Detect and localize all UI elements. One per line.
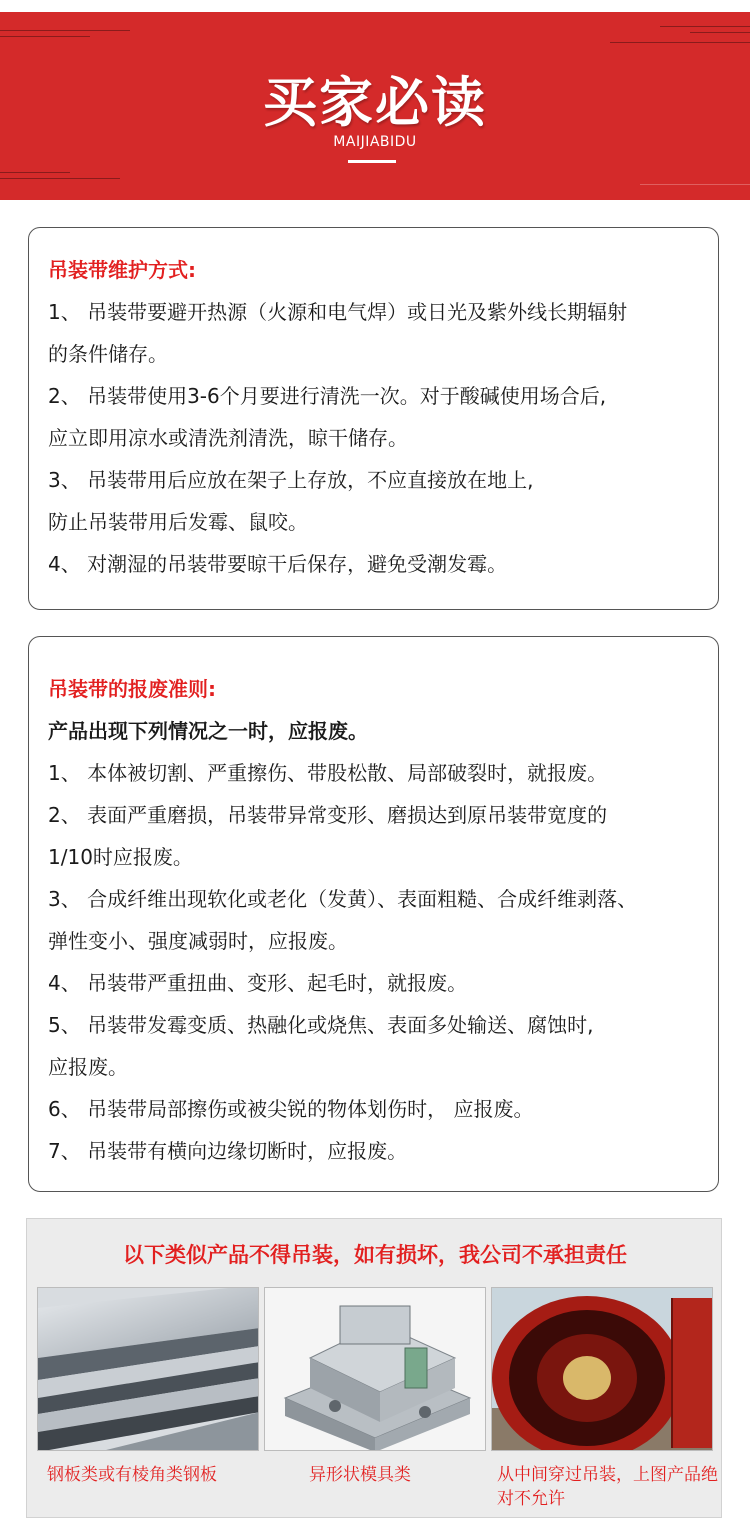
steel-tube-caption: 从中间穿过吊装，上图产品绝对不允许	[497, 1465, 718, 1509]
header-banner	[0, 12, 750, 200]
maintenance-line: 1、 吊装带要避开热源（火源和电气焊）或日光及紫外线长期辐射	[48, 300, 628, 324]
scrap-intro: 产品出现下列情况之一时，应报废。	[48, 719, 368, 743]
maintenance-line: 防止吊装带用后发霉、鼠咬。	[48, 510, 308, 534]
title-underline	[348, 160, 396, 163]
scrap-line: 6、 吊装带局部擦伤或被尖锐的物体划伤时， 应报废。	[48, 1097, 534, 1121]
prohibited-items-panel	[26, 1218, 722, 1518]
maintenance-line: 4、 对潮湿的吊装带要晾干后保存，避免受潮发霉。	[48, 552, 508, 576]
banner-decor-line	[660, 26, 750, 27]
page-title: 买家必读	[263, 71, 487, 134]
mold-photo	[264, 1287, 486, 1451]
prohibited-title: 以下类似产品不得吊装，如有损坏，我公司不承担责任	[123, 1243, 627, 1267]
steel-tube-photo	[491, 1287, 713, 1451]
scrap-line: 1/10时应报废。	[48, 845, 193, 869]
scrap-heading: 吊装带的报废准则:	[48, 677, 216, 701]
maintenance-line: 3、 吊装带用后应放在架子上存放，不应直接放在地上,	[48, 468, 534, 492]
banner-decor-line	[0, 178, 120, 179]
mold-caption: 异形状模具类	[309, 1465, 411, 1485]
scrap-line: 5、 吊装带发霉变质、热融化或烧焦、表面多处输送、腐蚀时,	[48, 1013, 594, 1037]
steel-plates-photo	[37, 1287, 259, 1451]
maintenance-card	[28, 227, 719, 610]
maintenance-line: 应立即用凉水或清洗剂清洗，晾干储存。	[48, 426, 408, 450]
page-subtitle: MAIJIABIDU	[333, 134, 417, 150]
scrap-line: 应报废。	[48, 1055, 128, 1079]
scrap-line: 3、 合成纤维出现软化或老化（发黄）、表面粗糙、合成纤维剥落、	[48, 887, 638, 911]
banner-decor-line	[0, 30, 130, 31]
banner-decor-line	[610, 42, 750, 43]
scrap-line: 1、 本体被切割、严重擦伤、带股松散、局部破裂时，就报废。	[48, 761, 608, 785]
maintenance-heading: 吊装带维护方式:	[48, 258, 196, 282]
banner-decor-line	[690, 32, 750, 33]
scrap-line: 4、 吊装带严重扭曲、变形、起毛时，就报废。	[48, 971, 468, 995]
maintenance-line: 的条件储存。	[48, 342, 168, 366]
maintenance-line: 2、 吊装带使用3-6个月要进行清洗一次。对于酸碱使用场合后,	[48, 384, 607, 408]
banner-decor-line	[0, 36, 90, 37]
banner-decor-line	[640, 184, 750, 185]
scrap-line: 弹性变小、强度减弱时，应报废。	[48, 929, 348, 953]
scrap-line: 2、 表面严重磨损，吊装带异常变形、磨损达到原吊装带宽度的	[48, 803, 608, 827]
scrap-line: 7、 吊装带有横向边缘切断时，应报废。	[48, 1139, 408, 1163]
scrap-criteria-card	[28, 636, 719, 1192]
banner-decor-line	[0, 172, 70, 173]
steel-plates-caption: 钢板类或有棱角类钢板	[47, 1465, 217, 1485]
